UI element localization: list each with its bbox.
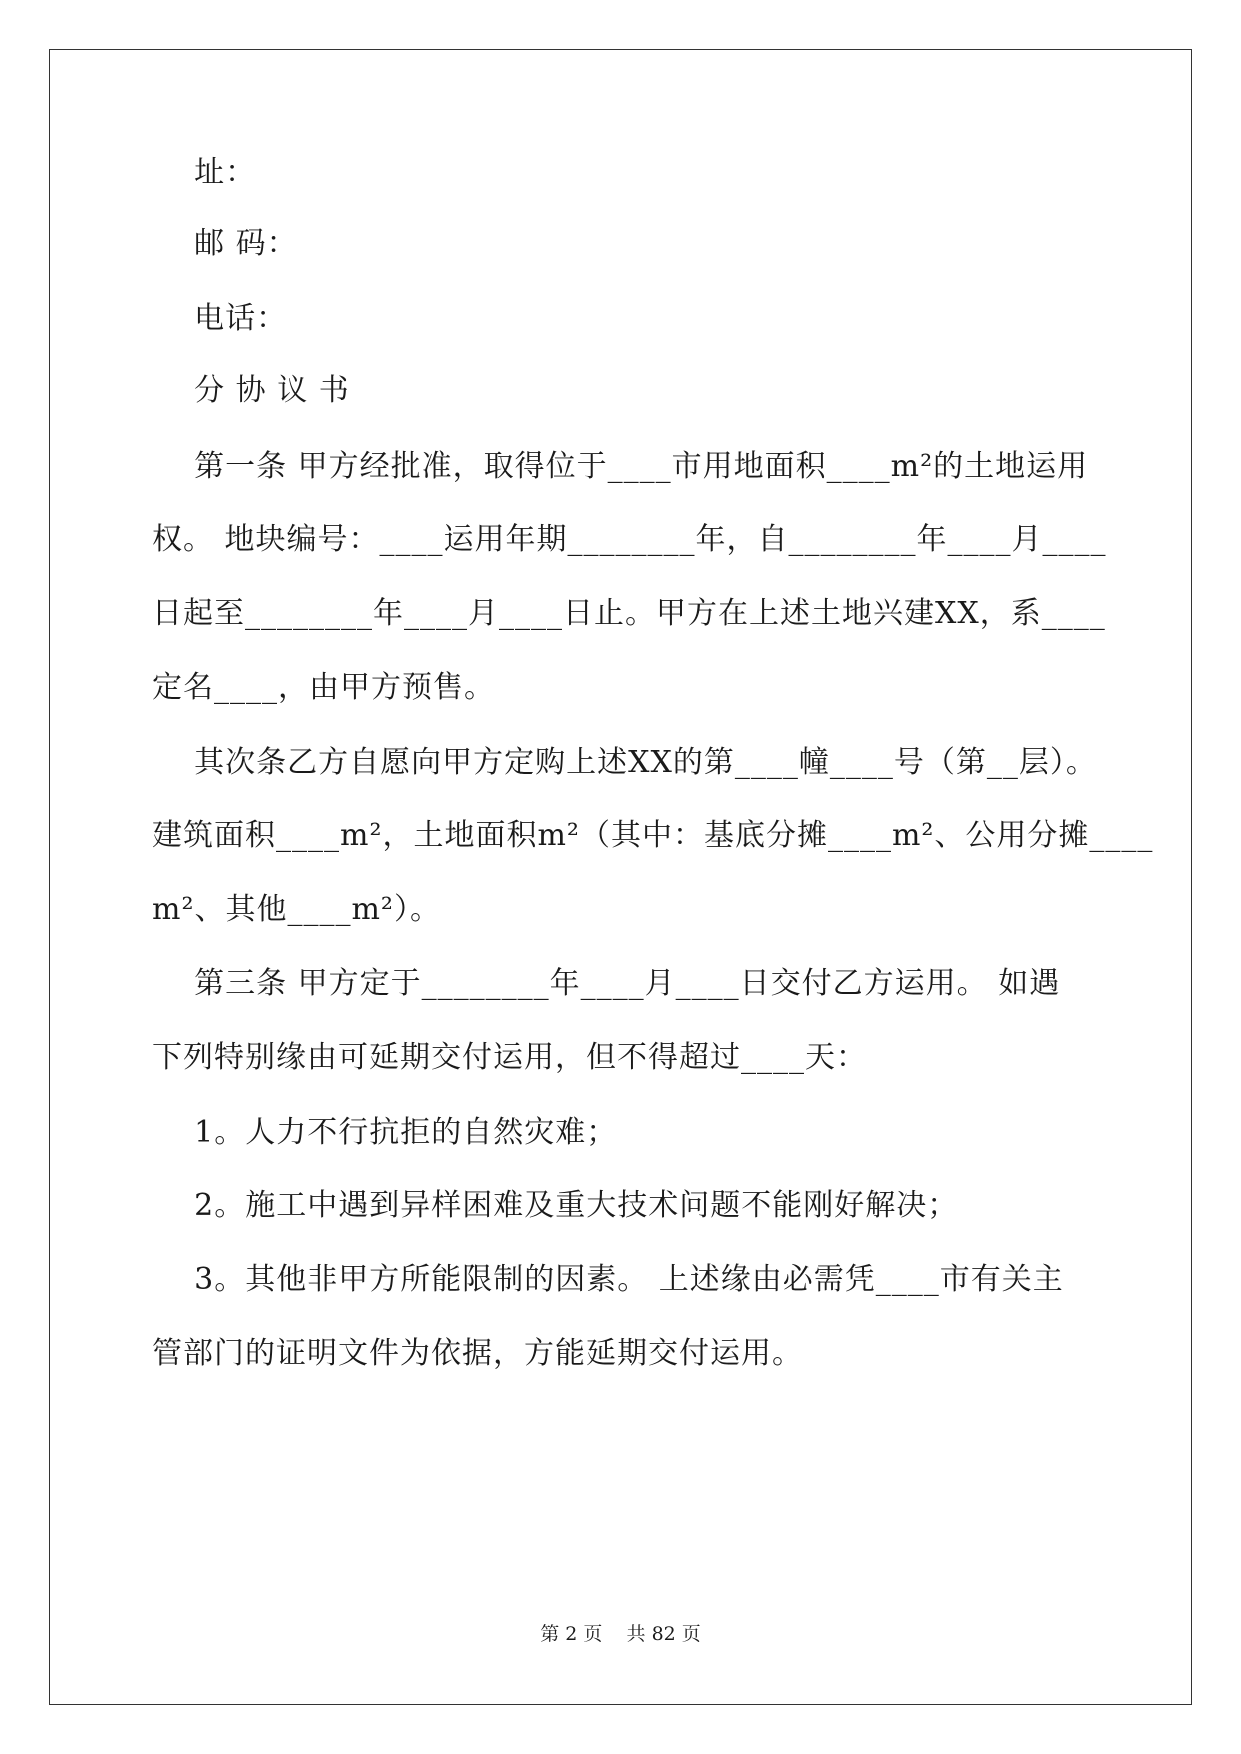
paragraph-line: 下列特别缘由可延期交付运用，但不得超过____天： bbox=[152, 1040, 867, 1075]
list-item: 1。人力不行抗拒的自然灾难； bbox=[152, 1115, 618, 1150]
text-line-address: 址： bbox=[152, 155, 257, 190]
paragraph-line: 建筑面积____m²，土地面积m²（其中：基底分摊____m²、公用分摊____ bbox=[152, 818, 1154, 853]
text-line-phone: 电话： bbox=[152, 301, 288, 336]
paragraph-line: 第一条 甲方经批准，取得位于____市用地面积____m²的土地运用 bbox=[152, 449, 1089, 484]
paragraph-line: 定名____，由甲方预售。 bbox=[152, 670, 495, 705]
paragraph-line: 管部门的证明文件为依据，方能延期交付运用。 bbox=[152, 1336, 803, 1371]
section-heading: 分 协 议 书 bbox=[152, 373, 350, 408]
paragraph-line: 第三条 甲方定于________年____月____日交付乙方运用。 如遇 bbox=[152, 966, 1061, 1001]
page-number: 第 2 页 共 82 页 bbox=[540, 1623, 701, 1645]
list-item: 2。施工中遇到异样困难及重大技术问题不能刚好解决； bbox=[152, 1188, 959, 1223]
paragraph-line: 日起至________年____月____日止。甲方在上述土地兴建XX，系____ bbox=[152, 596, 1106, 631]
list-item: 3。其他非甲方所能限制的因素。 上述缘由必需凭____市有关主 bbox=[152, 1262, 1064, 1297]
paragraph-line: 其次条乙方自愿向甲方定购上述XX的第____幢____号（第__层）。 bbox=[152, 745, 1097, 780]
paragraph-line: 权。 地块编号：____运用年期________年，自________年____月____ bbox=[152, 522, 1107, 557]
paragraph-line: m²、其他____m²）。 bbox=[152, 892, 441, 927]
text-line-postcode: 邮 码： bbox=[152, 226, 298, 261]
